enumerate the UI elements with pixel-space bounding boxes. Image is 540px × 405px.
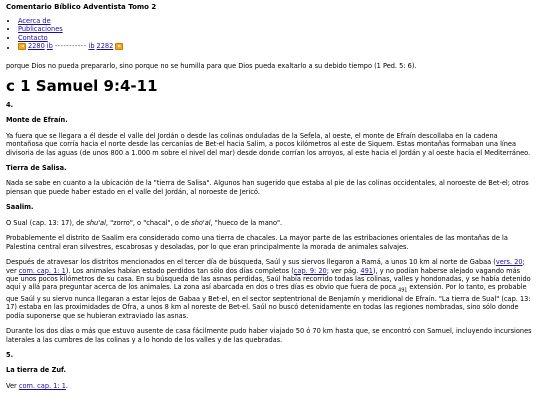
nav-link-publications[interactable]: Publicaciones	[18, 25, 63, 34]
paragraph-monte-efrain: Ya fuera que se llegara a él desde el valle del Jordán o desde las colinas onduladas de la Sefela, al oeste, el monte de Efraín descollaba en la cadena montañosa que corría hacia el norte desde las cercanías de Bet-el hacia Salim, a pocos kilómetros al este de Siquem. Estas montañas formaban una línea divisoria de las aguas (de unos 800 a 1.000 m sobre el nivel del mar) desde donde corrían los arroyos, al este hacia el Jordán y al oeste hacia el Mediterráneo.	[6, 131, 531, 157]
text-segment: O Sual (cap. 13: 17), de	[6, 218, 87, 227]
paragraph-saalim-travel: Durante los dos días o más que estuvo ausente de casa fácilmente pudo haber viajado 50 ó 70 km hasta que, se encontró con Samuel, incluyendo incursiones laterales a las cumbres de las colinas y a lo hondo de los valles y de las quebradas.	[6, 327, 532, 344]
nav-item-about	[18, 17, 534, 25]
nav-item-publications	[18, 25, 534, 33]
heading-saalim: Saalim.	[6, 203, 34, 212]
hebrew-term-shoal: sho'al	[191, 218, 211, 227]
paragraph-tierra-zuf	[6, 382, 534, 390]
page-pager	[18, 42, 123, 50]
link-page-491[interactable]: 491	[360, 266, 374, 275]
text-segment: ), y no podían haberse alejado vagando más que unos pocos kilómetros de su casa. En su búsqueda de las asnas perdidas, Saúl había recorrido todas las colinas, valles y hondonadas, y se había detenido aquí y allá para preguntar acerca de los animales. La zona así abarcada en dos o tres días es obvio que fuera de poca	[6, 266, 531, 292]
paragraph-salisa: Nada se sabe en cuanto a la ubicación de la "tierra de Salisa". Algunos han sugerido que estaba al pie de las colinas occidentales, al noroeste de Bet-el; otros piensan que puede haber estado en el valle del Jordán, al noroeste de Jericó.	[6, 179, 529, 196]
next-arrow-icon[interactable]	[115, 43, 123, 50]
text-segment: extensión. Por lo tanto, es probable que Saúl y su siervo nunca llegaran a estar lejos de Gabaa y Bet-el, en el sector septentrional de Benjamín y meridional de Efraín. "La tierra de Sual" (cap. 13: 17) estaba en las proximidades de Ofra, a unos 8 km al noreste de Bet-el. Saúl no buscó detenidamente en todas las regiones nombradas, sino sólo donde podía suponerse que se hubieran extraviado las asnas.	[6, 283, 531, 320]
paragraph-saalim-chacales: Probablemente el distrito de Saalim era considerado como una tierra de chacales. La mayor parte de las estribaciones orientales de las montañas de la Palestina central eran silvestres, escabrosas y desoladas, por lo que eran principalmente la morada de animales salvajes.	[6, 234, 508, 251]
hebrew-term-shual: shu'al	[86, 218, 106, 227]
text-segment: .	[65, 381, 69, 390]
text-segment: ; ver	[6, 258, 525, 275]
text-segment: ). Los animales habían estado perdidos tan sólo dos días completos (	[65, 266, 294, 275]
text-segment: ; ver pág.	[326, 266, 361, 275]
passage-reference: c 1 Samuel 9:4-11	[6, 76, 158, 95]
text-segment: Después de atravesar los distritos mencionados en el tercer día de búsqueda, Saúl y sus siervos llegaron a Ramá, a unos 10 km al norte de Gabaa (	[6, 258, 496, 267]
nav-item-contact	[18, 34, 534, 42]
book-title: Comentario Bíblico Adventista Tomo 2	[6, 3, 157, 11]
paragraph-saalim-etymology	[6, 219, 534, 227]
intro-paragraph: porque Dios no pueda prepararlo, sino porque no se humilla para que Dios pueda exaltarlo a su debido tiempo (1 Ped. 5: 6).	[6, 62, 417, 71]
site-nav	[6, 17, 534, 52]
paragraph-saalim-search	[6, 258, 534, 320]
prev-page-marker[interactable]: ib	[46, 42, 53, 51]
prev-arrow-icon[interactable]	[18, 43, 26, 50]
pager-separator: -----------	[54, 42, 87, 51]
link-cap-9-20[interactable]: cap. 9: 20	[293, 266, 327, 275]
text-segment: , "zorro", o "chacal", o de	[105, 218, 192, 227]
next-page-link[interactable]: 2282	[96, 42, 114, 51]
next-page-marker[interactable]: ib	[88, 42, 95, 51]
nav-item-pager	[18, 42, 534, 52]
page-marker-491: 491	[398, 288, 408, 294]
link-vers-20[interactable]: vers. 20	[495, 258, 523, 267]
prev-page-link[interactable]: • 2280	[28, 42, 45, 51]
verse-number-5: 5.	[6, 351, 14, 360]
heading-monte-efrain: Monte de Efraín.	[6, 116, 68, 125]
heading-tierra-zuf: La tierra de Zuf.	[6, 366, 67, 375]
nav-link-about[interactable]: Acerca de	[18, 16, 51, 25]
text-segment: Ver	[6, 381, 19, 390]
heading-salisa: Tierra de Salisa.	[6, 164, 67, 173]
link-com-cap-1-1[interactable]: com. cap. 1: 1	[18, 266, 66, 275]
verse-number-4: 4.	[6, 100, 14, 109]
link-com-cap-1-1-zuf[interactable]: com. cap. 1: 1	[18, 381, 66, 390]
text-segment: , "hueco de la mano".	[210, 218, 283, 227]
nav-link-contact[interactable]: Contacto	[18, 33, 48, 42]
